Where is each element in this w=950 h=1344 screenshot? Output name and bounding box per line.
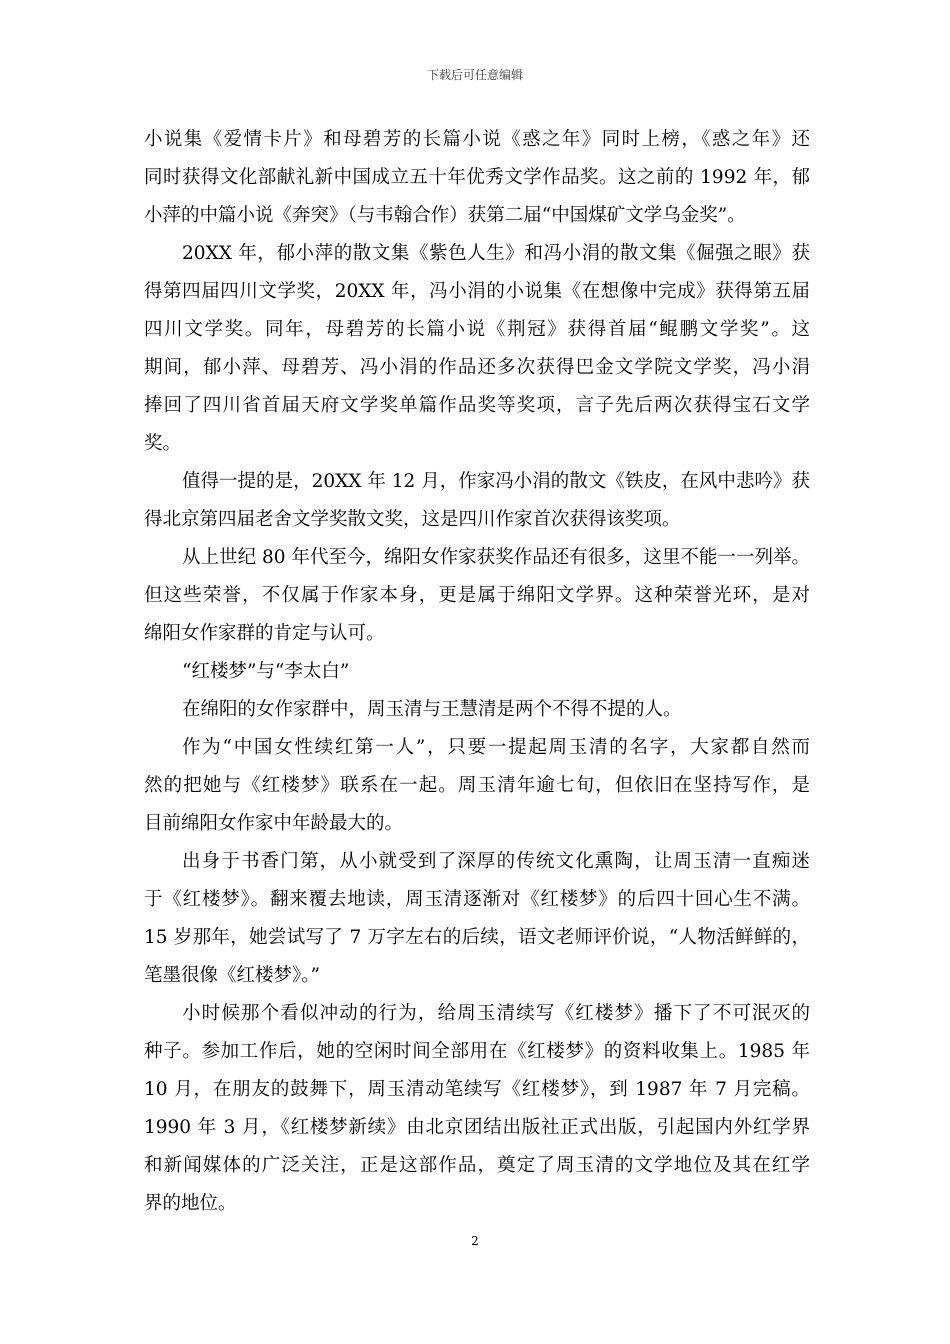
- text-line: 1990 年 3 月，《红楼梦新续》由北京团结出版社正式出版，引起国内外红学界: [144, 1117, 810, 1138]
- text-line: 界的地位。: [144, 1193, 237, 1214]
- text-line: 10 月，在朋友的鼓舞下，周玉清动笔续写《红楼梦》，到 1987 年 7 月完稿。: [144, 1079, 810, 1100]
- text-line: 作为“中国女性续红第一人”，只要一提起周玉清的名字，大家都自然而: [182, 737, 810, 758]
- text-line: 于《红楼梦》。翻来覆去地读，周玉清逐渐对《红楼梦》的后四十回心生不满。: [144, 889, 810, 910]
- text-line: 目前绵阳女作家中年龄最大的。: [144, 813, 404, 834]
- text-line: 种子。参加工作后，她的空闲时间全部用在《红楼梦》的资料收集上。1985 年: [144, 1041, 810, 1062]
- text-line: “红楼梦”与“李太白”: [182, 661, 350, 682]
- text-line: 捧回了四川省首届天府文学奖单篇作品奖等奖项，言子先后两次获得宝石文学: [144, 395, 810, 416]
- text-line: 但这些荣誉，不仅属于作家本身，更是属于绵阳文学界。这种荣誉光环，是对: [144, 585, 810, 606]
- text-line: 15 岁那年，她尝试写了 7 万字左右的后续，语文老师评价说，“人物活鲜鲜的，: [144, 927, 810, 948]
- text-line: 出身于书香门第，从小就受到了深厚的传统文化熏陶，让周玉清一直痴迷: [182, 851, 810, 872]
- text-line: 四川文学奖。同年，母碧芳的长篇小说《荆冠》获得首届“鲲鹏文学奖”。这: [144, 319, 810, 340]
- text-line: 绵阳女作家群的肯定与认可。: [144, 623, 385, 644]
- text-line: 小说集《爱情卡片》和母碧芳的长篇小说《惑之年》同时上榜，《惑之年》还: [144, 129, 810, 150]
- text-line: 然的把她与《红楼梦》联系在一起。周玉清年逾七旬，但依旧在坚持写作，是: [144, 775, 810, 796]
- text-line: 从上世纪 80 年代至今，绵阳女作家获奖作品还有很多，这里不能一一列举。: [182, 547, 810, 568]
- text-line: 笔墨很像《红楼梦》。”: [144, 965, 320, 986]
- document-body: [144, 121, 810, 1223]
- page-number: 2: [471, 1234, 479, 1248]
- text-line: 小时候那个看似冲动的行为，给周玉清续写《红楼梦》播下了不可泯灭的: [182, 1003, 810, 1024]
- text-line: 得第四届四川文学奖，20XX 年，冯小涓的小说集《在想像中完成》获得第五届: [144, 281, 810, 302]
- text-line: 期间，郁小萍、母碧芳、冯小涓的作品还多次获得巴金文学院文学奖，冯小涓: [144, 357, 810, 378]
- text-line: 在绵阳的女作家群中，周玉清与王慧清是两个不得不提的人。: [182, 699, 682, 720]
- text-line: 20XX 年，郁小萍的散文集《紫色人生》和冯小涓的散文集《倔强之眼》获: [182, 243, 810, 264]
- text-line: 值得一提的是，20XX 年 12 月，作家冯小涓的散文《铁皮，在风中悲吟》获: [182, 471, 810, 492]
- text-line: 小萍的中篇小说《奔突》（与韦翰合作）获第二届“中国煤矿文学乌金奖”。: [144, 205, 746, 226]
- text-line: 奖。: [144, 433, 182, 454]
- text-line: 同时获得文化部献礼新中国成立五十年优秀文学作品奖。这之前的 1992 年，郁: [144, 167, 810, 188]
- text-line: 得北京第四届老舍文学奖散文奖，这是四川作家首次获得该奖项。: [144, 509, 681, 530]
- page-header: 下载后可任意编辑: [426, 68, 523, 82]
- text-line: 和新闻媒体的广泛关注，正是这部作品，奠定了周玉清的文学地位及其在红学: [144, 1155, 810, 1176]
